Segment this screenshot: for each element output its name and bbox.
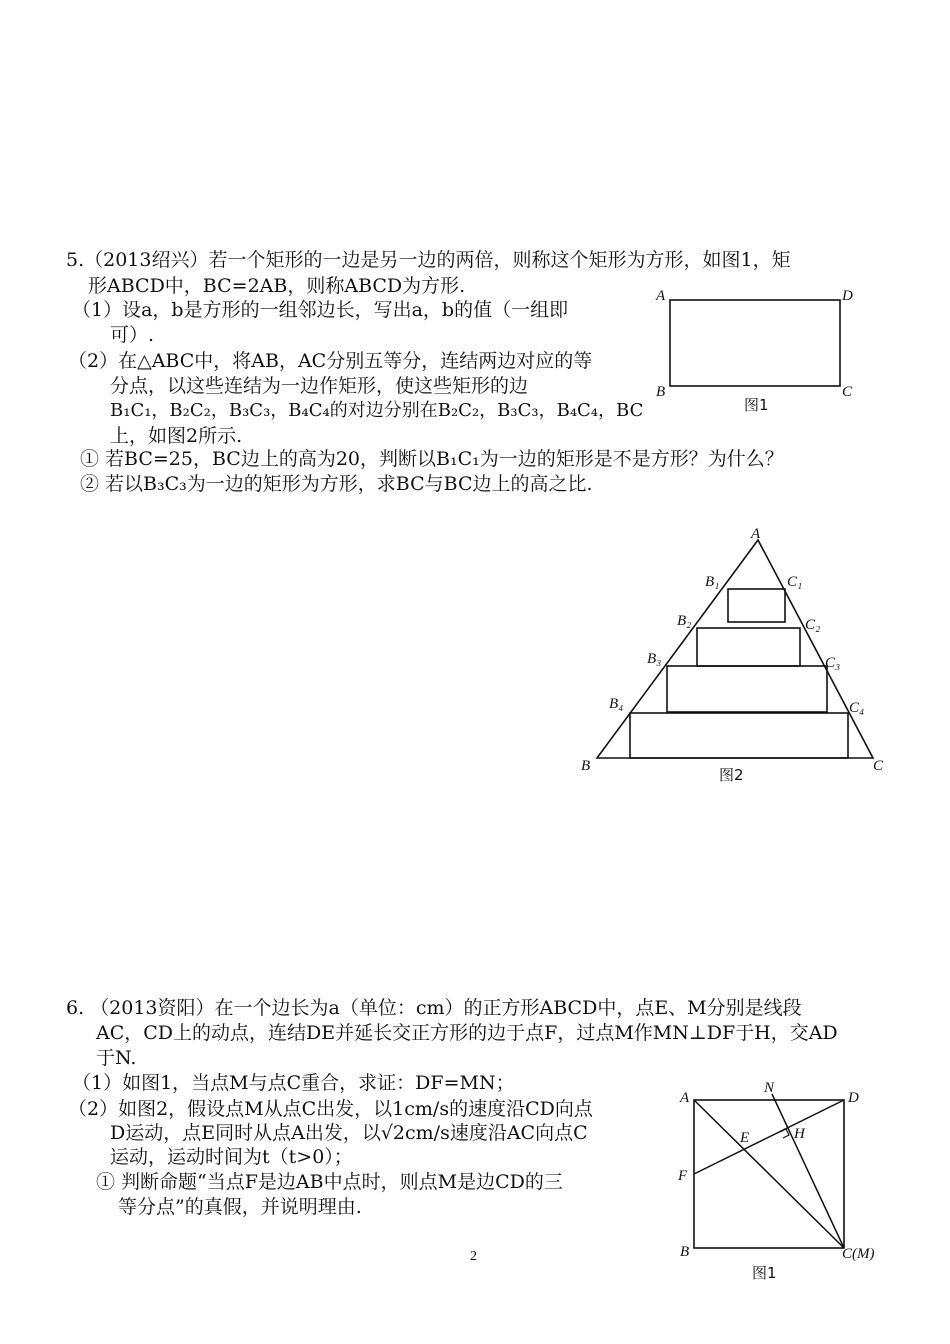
figure-caption: 图1 xyxy=(752,1264,777,1282)
label-c4: C₄ xyxy=(849,700,865,716)
p6-line-8: ① 判断命题“当点F是边AB中点时，则点M是边CD的三 xyxy=(96,1171,563,1193)
label-a: A xyxy=(680,1090,690,1106)
rectangle-4 xyxy=(630,713,848,758)
p5-figure-1 xyxy=(648,282,868,417)
p5-line-8: 上，如图2所示. xyxy=(110,425,243,447)
p5-line-3: （1）设a，b是方形的一组邻边长，写出a，b的值（一组即 xyxy=(72,299,569,321)
page-number: 2 xyxy=(470,1249,477,1264)
p6-line-4: （1）如图1，当点M与点C重合，求证：DF=MN； xyxy=(72,1072,515,1094)
label-b: B xyxy=(581,758,591,774)
label-b1: B₁ xyxy=(705,574,720,590)
label-f: F xyxy=(678,1168,688,1184)
label-c: C xyxy=(873,758,884,774)
figure-caption: 图1 xyxy=(744,396,769,414)
label-b3: B₃ xyxy=(647,651,662,667)
triangle-abc xyxy=(597,540,873,758)
diagonal-ac xyxy=(694,1100,844,1248)
label-cm: C(M) xyxy=(842,1246,875,1262)
label-b: B xyxy=(656,384,666,400)
label-d: D xyxy=(848,1090,859,1106)
p5-line-1: 5.（2013绍兴）若一个矩形的一边是另一边的两倍，则称这个矩形为方形，如图1，矩 xyxy=(66,249,791,271)
p6-line-2: AC，CD上的动点，连结DE并延长交正方形的边于点F，过点M作MN⊥DF于H，交AD xyxy=(96,1022,838,1044)
segment-df xyxy=(694,1100,844,1174)
label-b: B xyxy=(680,1244,690,1260)
figure-caption: 图2 xyxy=(719,766,744,784)
p5-line-10: ② 若以B₃C₃为一边的矩形为方形，求BC与BC边上的高之比. xyxy=(80,473,593,495)
label-e: E xyxy=(740,1130,750,1146)
p6-line-6: D运动，点E同时从点A出发，以√2cm/s速度沿AC向点C xyxy=(110,1122,588,1144)
p5-figure-2 xyxy=(575,522,895,790)
p5-line-5: （2）在△ABC中，将AB，AC分别五等分，连结两边对应的等 xyxy=(68,350,593,372)
label-c: C xyxy=(842,384,853,400)
label-a: A xyxy=(656,288,666,304)
label-b4: B₄ xyxy=(609,696,624,712)
rectangle-abcd xyxy=(670,300,840,386)
label-b2: B₂ xyxy=(677,613,692,629)
label-c2: C₂ xyxy=(805,617,821,633)
rectangle-3 xyxy=(667,666,827,712)
p5-line-4: 可）. xyxy=(110,324,155,346)
p6-line-9: 等分点”的真假，并说明理由. xyxy=(118,1196,362,1218)
p6-line-3: 于N. xyxy=(96,1047,137,1069)
label-c3: C₃ xyxy=(825,655,841,671)
p5-line-6: 分点，以这些连结为一边作矩形，使这些矩形的边 xyxy=(110,375,529,397)
rectangle-2 xyxy=(697,628,800,666)
rectangle-1 xyxy=(728,589,785,622)
label-n: N xyxy=(764,1080,775,1096)
label-d: D xyxy=(842,288,853,304)
p6-line-7: 运动，运动时间为t（t>0）； xyxy=(110,1146,353,1168)
label-h: H xyxy=(794,1126,805,1142)
p5-line-9: ① 若BC=25，BC边上的高为20，判断以B₁C₁为一边的矩形是不是方形？为什么？ xyxy=(80,448,784,470)
label-c1: C₁ xyxy=(787,574,803,590)
p6-figure-1 xyxy=(672,1076,892,1286)
p6-line-5: （2）如图2，假设点M从点C出发，以1cm/s的速度沿CD向点 xyxy=(68,1098,593,1120)
p5-line-7: B₁C₁，B₂C₂，B₃C₃，B₄C₄的对边分别在B₂C₂，B₃C₃，B₄C₄，BC xyxy=(110,400,644,421)
p5-line-2: 形ABCD中，BC=2AB，则称ABCD为方形. xyxy=(88,275,466,297)
p6-line-1: 6. （2013资阳）在一个边长为a（单位：cm）的正方形ABCD中，点E、M分别是线段 xyxy=(66,997,802,1019)
label-a: A xyxy=(751,526,761,542)
